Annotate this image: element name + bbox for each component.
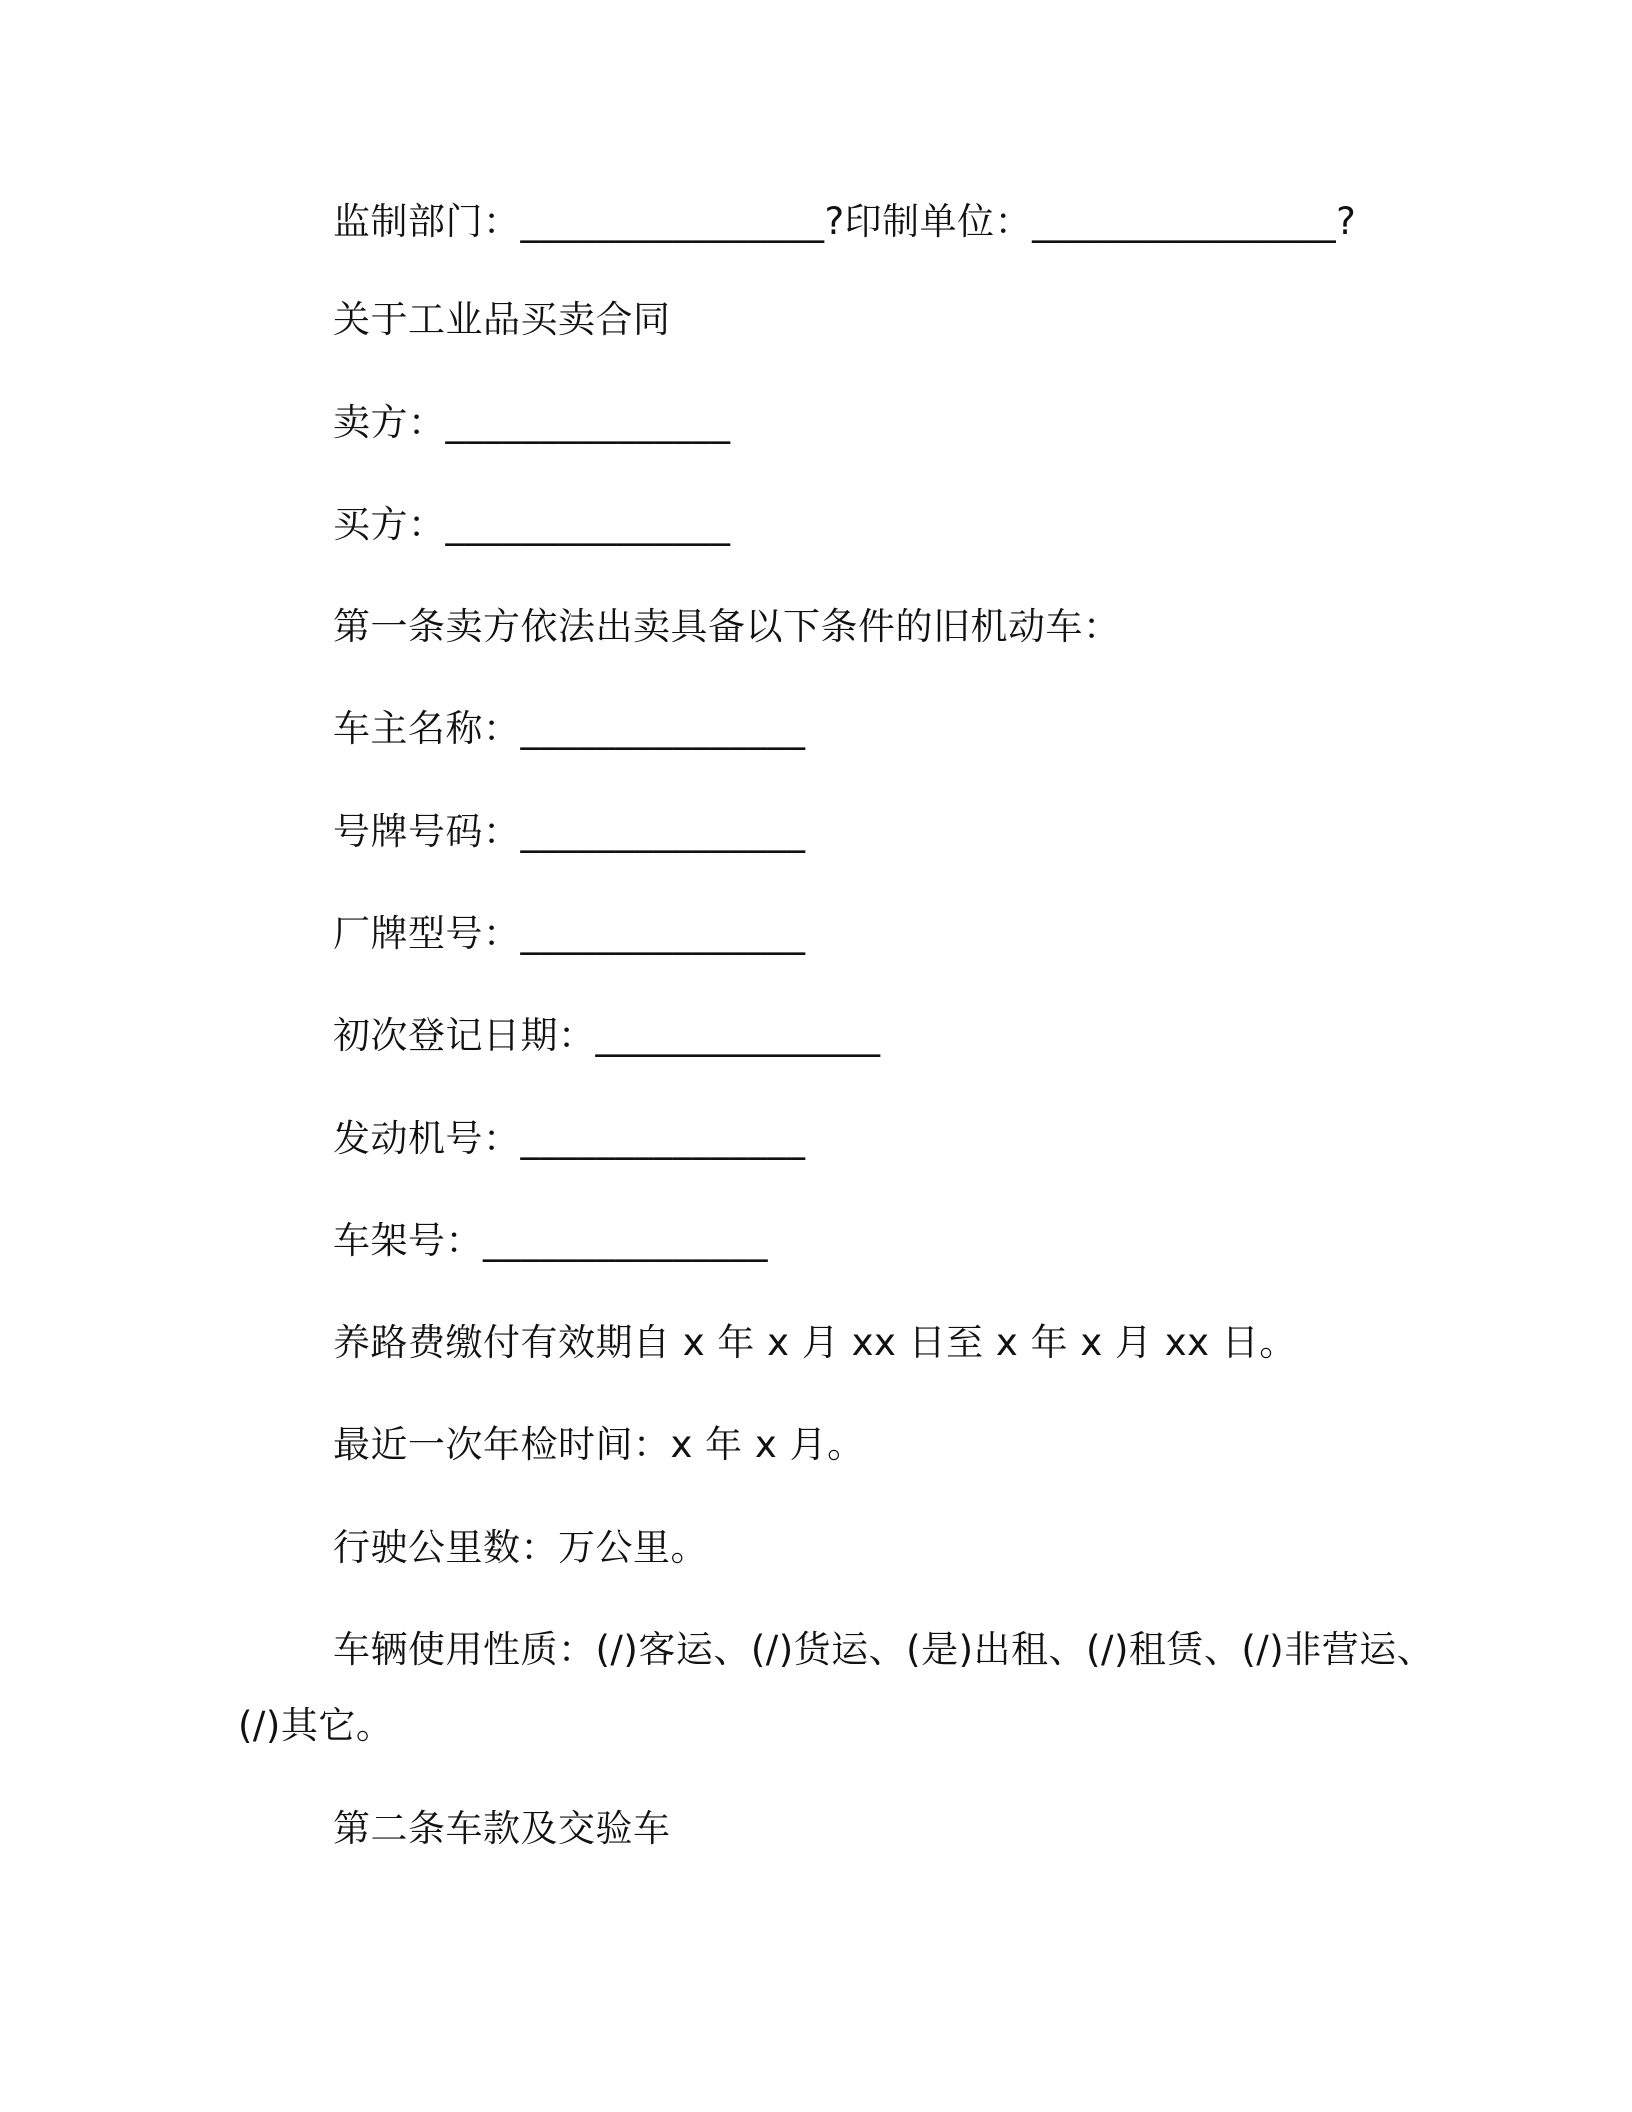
brand-model-field: 厂牌型号：_______________ <box>333 912 806 955</box>
owner-name-field: 车主名称：_______________ <box>333 707 806 750</box>
frame-number-field: 车架号：_______________ <box>333 1219 768 1262</box>
engine-number-field: 发动机号：_______________ <box>333 1117 806 1160</box>
first-registration-date-field: 初次登记日期：_______________ <box>333 1014 881 1057</box>
contract-title: 关于工业品买卖合同 <box>333 298 671 341</box>
buyer-field: 买方：_______________ <box>333 503 731 546</box>
mileage-line: 行驶公里数：万公里。 <box>333 1526 708 1569</box>
plate-number-field: 号牌号码：_______________ <box>333 810 806 853</box>
vehicle-usage-line: 车辆使用性质：(/)客运、(/)货运、(是)出租、(/)租赁、(/)非营运、 <box>333 1628 1435 1671</box>
article-1-heading: 第一条卖方依法出卖具备以下条件的旧机动车： <box>333 605 1121 648</box>
seller-field: 卖方：_______________ <box>333 401 731 444</box>
article-2-heading: 第二条车款及交验车 <box>333 1807 671 1850</box>
last-inspection-line: 最近一次年检时间：x 年 x 月。 <box>333 1423 865 1466</box>
road-fee-validity-line: 养路费缴付有效期自 x 年 x 月 xx 日至 x 年 x 月 xx 日。 <box>333 1321 1297 1364</box>
vehicle-usage-line-continued: (/)其它。 <box>238 1704 394 1747</box>
header-line: 监制部门：________________?印制单位：________________? <box>333 200 1357 243</box>
